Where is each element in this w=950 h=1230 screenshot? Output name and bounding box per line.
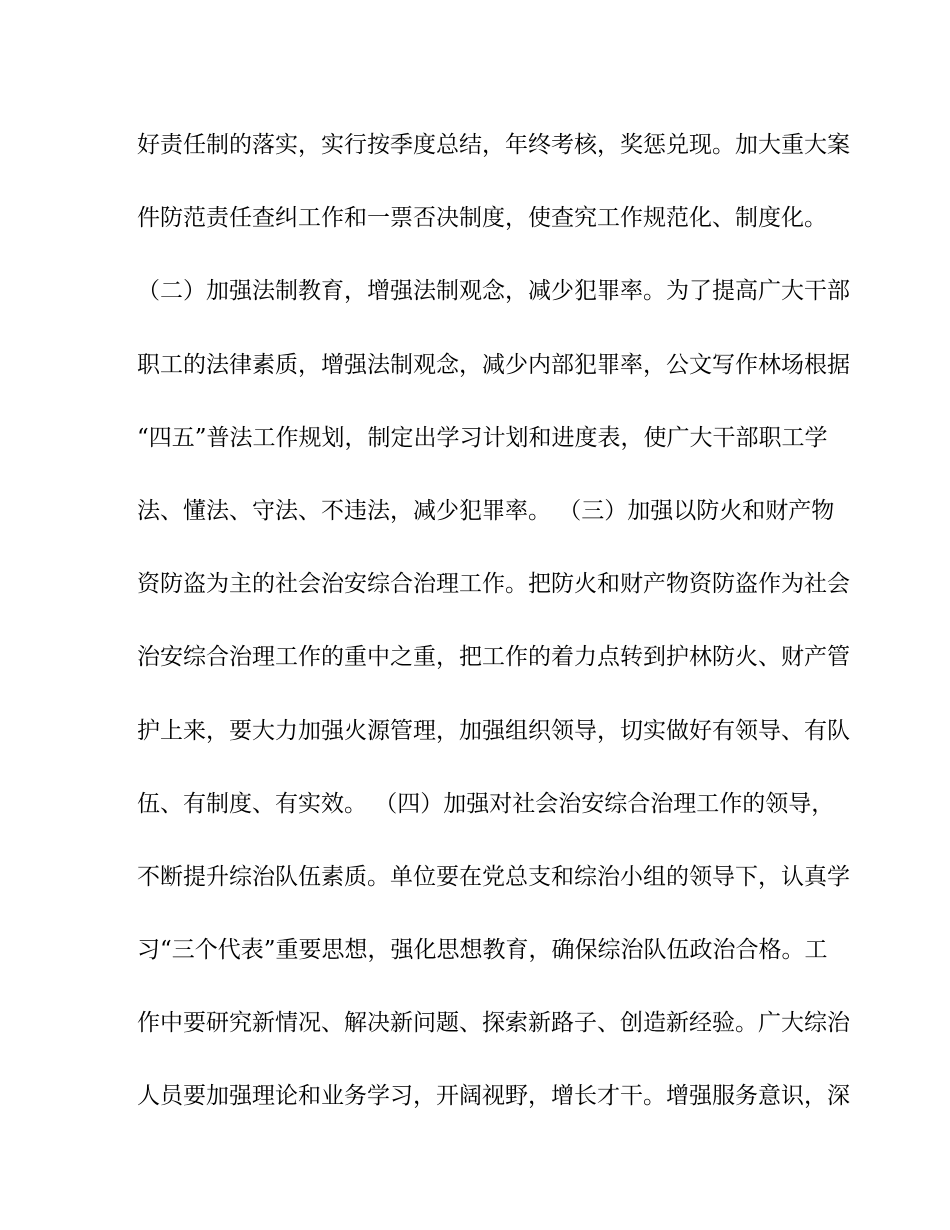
text-line-3: （二）加强法制教育，增强法制观念，减少犯罪率。为了提高广大干部 [137, 278, 850, 305]
text-line-12: 习“三个代表”重要思想，强化思想教育，确保综治队伍政治合格。工 [137, 937, 828, 964]
body-text [137, 122, 850, 1147]
text-line-13: 作中要研究新情况、解决新问题、探索新路子、创造新经验。广大综治 [137, 1010, 850, 1037]
text-line-14: 人员要加强理论和业务学习，开阔视野，增长才干。增强服务意识，深 [137, 1083, 850, 1110]
text-line-9: 护上来，要大力加强火源管理，加强组织领导，切实做好有领导、有队 [137, 717, 850, 744]
text-line-5: “四五”普法工作规划，制定出学习计划和进度表，使广大干部职工学 [137, 424, 828, 451]
text-line-7: 资防盗为主的社会治安综合治理工作。把防火和财产物资防盗作为社会 [137, 571, 850, 598]
text-line-10: 伍、有制度、有实效。 （四）加强对社会治安综合治理工作的领导， [137, 790, 835, 817]
text-line-1: 好责任制的落实，实行按季度总结，年终考核，奖惩兑现。加大重大案 [137, 132, 850, 158]
text-line-6: 法、懂法、守法、不违法，减少犯罪率。 （三）加强以防火和财产物 [137, 497, 835, 524]
text-line-8: 治安综合治理工作的重中之重，把工作的着力点转到护林防火、财产管 [137, 644, 850, 671]
text-line-11: 不断提升综治队伍素质。单位要在党总支和综治小组的领导下，认真学 [137, 863, 850, 890]
text-line-4: 职工的法律素质，增强法制观念，减少内部犯罪率，公文写作林场根据 [137, 351, 850, 378]
text-line-2: 件防范责任查纠工作和一票否决制度，使查究工作规范化、制度化。 [137, 205, 827, 232]
